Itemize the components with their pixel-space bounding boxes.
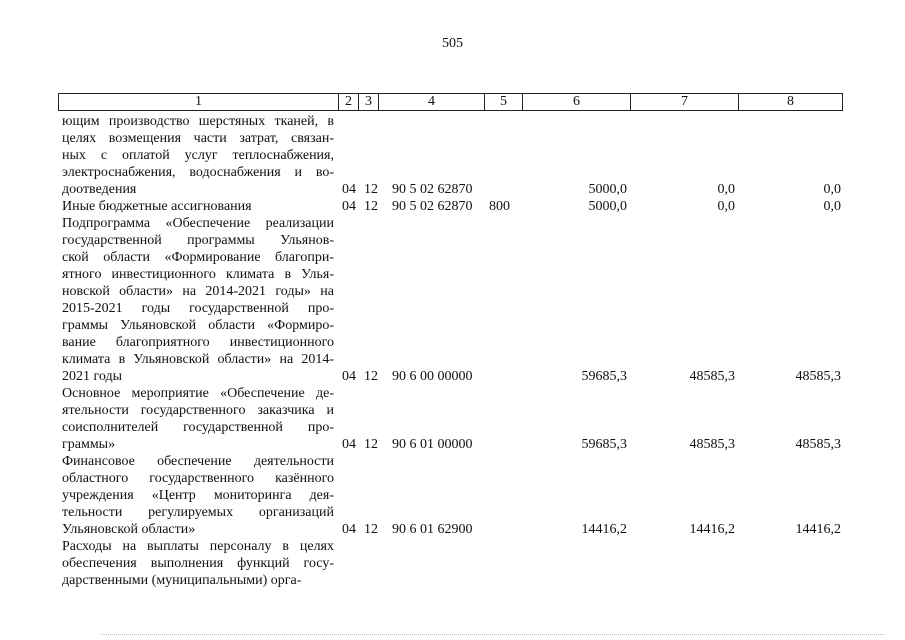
table-row xyxy=(0,215,905,385)
description-line: климата в Ульяновской области» на 2014- xyxy=(62,352,334,367)
column-header-2: 2 xyxy=(339,94,359,111)
cell-col-6: 59685,3 xyxy=(581,369,627,384)
cell-col-2: 04 xyxy=(342,369,356,384)
description-line: дарственными (муниципальными) орга- xyxy=(62,573,302,588)
table-row xyxy=(0,385,905,453)
description-line: ных с оплатой услуг теплоснабжения, xyxy=(62,148,334,163)
cell-col-7: 14416,2 xyxy=(689,522,735,537)
description-line: 2015-2021 годы государственной про- xyxy=(62,301,334,316)
description-line: учреждения «Центр мониторинга дея- xyxy=(62,488,334,503)
cell-col-6: 59685,3 xyxy=(581,437,627,452)
cell-col-8: 48585,3 xyxy=(795,369,841,384)
column-header-4: 4 xyxy=(379,94,485,111)
cell-col-6: 5000,0 xyxy=(588,199,627,214)
cell-col-6: 14416,2 xyxy=(581,522,627,537)
column-header-table xyxy=(58,93,843,111)
table-row xyxy=(0,453,905,538)
cell-col-7: 48585,3 xyxy=(689,369,735,384)
description-line: граммы Ульяновской области «Формиро- xyxy=(62,318,334,333)
cell-col-2: 04 xyxy=(342,182,356,197)
cell-col-7: 0,0 xyxy=(717,199,735,214)
description-line: ятного инвестиционного климата в Улья- xyxy=(62,267,334,282)
description-line: новской области» на 2014-2021 годы» на xyxy=(62,284,334,299)
column-header-1: 1 xyxy=(59,94,339,111)
cell-col-8: 14416,2 xyxy=(795,522,841,537)
description-line: доотведения xyxy=(62,182,137,197)
column-header-8: 8 xyxy=(739,94,843,111)
description-line: ятельности государственного заказчика и xyxy=(62,403,334,418)
description-line: Расходы на выплаты персоналу в целях xyxy=(62,539,334,554)
description-line: Ульяновской области» xyxy=(62,522,196,537)
column-header-6: 6 xyxy=(523,94,631,111)
cell-col-4: 90 6 01 00000 xyxy=(392,437,473,452)
cell-col-6: 5000,0 xyxy=(588,182,627,197)
description-line: ской области «Формирование благопри- xyxy=(62,250,334,265)
description-line: целях возмещения части затрат, связан- xyxy=(62,131,334,146)
description-line: Финансовое обеспечение деятельности xyxy=(62,454,334,469)
description-line: областного государственного казённого xyxy=(62,471,334,486)
row-description xyxy=(62,538,334,589)
cell-col-2: 04 xyxy=(342,437,356,452)
cell-col-3: 12 xyxy=(364,437,378,452)
cell-col-7: 48585,3 xyxy=(689,437,735,452)
description-line: электроснабжения, водоснабжения и во- xyxy=(62,165,334,180)
description-line: 2021 годы xyxy=(62,369,123,384)
column-header-7: 7 xyxy=(631,94,739,111)
cell-col-8: 48585,3 xyxy=(795,437,841,452)
table-row xyxy=(0,113,905,198)
description-line: Иные бюджетные ассигнования xyxy=(62,199,252,214)
description-line: граммы» xyxy=(62,437,116,452)
cell-col-3: 12 xyxy=(364,369,378,384)
cell-col-5: 800 xyxy=(489,199,510,214)
cell-col-2: 04 xyxy=(342,199,356,214)
page-number: 505 xyxy=(442,36,463,51)
row-description xyxy=(62,385,334,453)
row-description xyxy=(62,215,334,385)
cell-col-3: 12 xyxy=(364,182,378,197)
column-header-3: 3 xyxy=(359,94,379,111)
description-line: тельности регулируемых организаций xyxy=(62,505,334,520)
cell-col-4: 90 5 02 62870 xyxy=(392,199,473,214)
cell-col-2: 04 xyxy=(342,522,356,537)
cell-col-4: 90 5 02 62870 xyxy=(392,182,473,197)
description-line: Основное мероприятие «Обеспечение де- xyxy=(62,386,334,401)
cell-col-8: 0,0 xyxy=(823,199,841,214)
row-description xyxy=(62,198,334,215)
table-row xyxy=(0,538,905,589)
cell-col-7: 0,0 xyxy=(717,182,735,197)
description-line: обеспечения выполнения функций госу- xyxy=(62,556,334,571)
description-line: ющим производство шерстяных тканей, в xyxy=(62,114,334,129)
description-line: вание благоприятного инвестиционного xyxy=(62,335,334,350)
cell-col-3: 12 xyxy=(364,522,378,537)
table-row xyxy=(0,198,905,215)
description-line: соисполнителей государственной про- xyxy=(62,420,334,435)
cell-col-4: 90 6 01 62900 xyxy=(392,522,473,537)
description-line: государственной программы Ульянов- xyxy=(62,233,334,248)
row-description xyxy=(62,453,334,538)
description-line: Подпрограмма «Обеспечение реализации xyxy=(62,216,334,231)
row-description xyxy=(62,113,334,198)
cell-col-8: 0,0 xyxy=(823,182,841,197)
column-header-row xyxy=(59,94,843,111)
cell-col-4: 90 6 00 00000 xyxy=(392,369,473,384)
column-header-5: 5 xyxy=(485,94,523,111)
cell-col-3: 12 xyxy=(364,199,378,214)
scan-edge-artifact xyxy=(100,634,885,636)
